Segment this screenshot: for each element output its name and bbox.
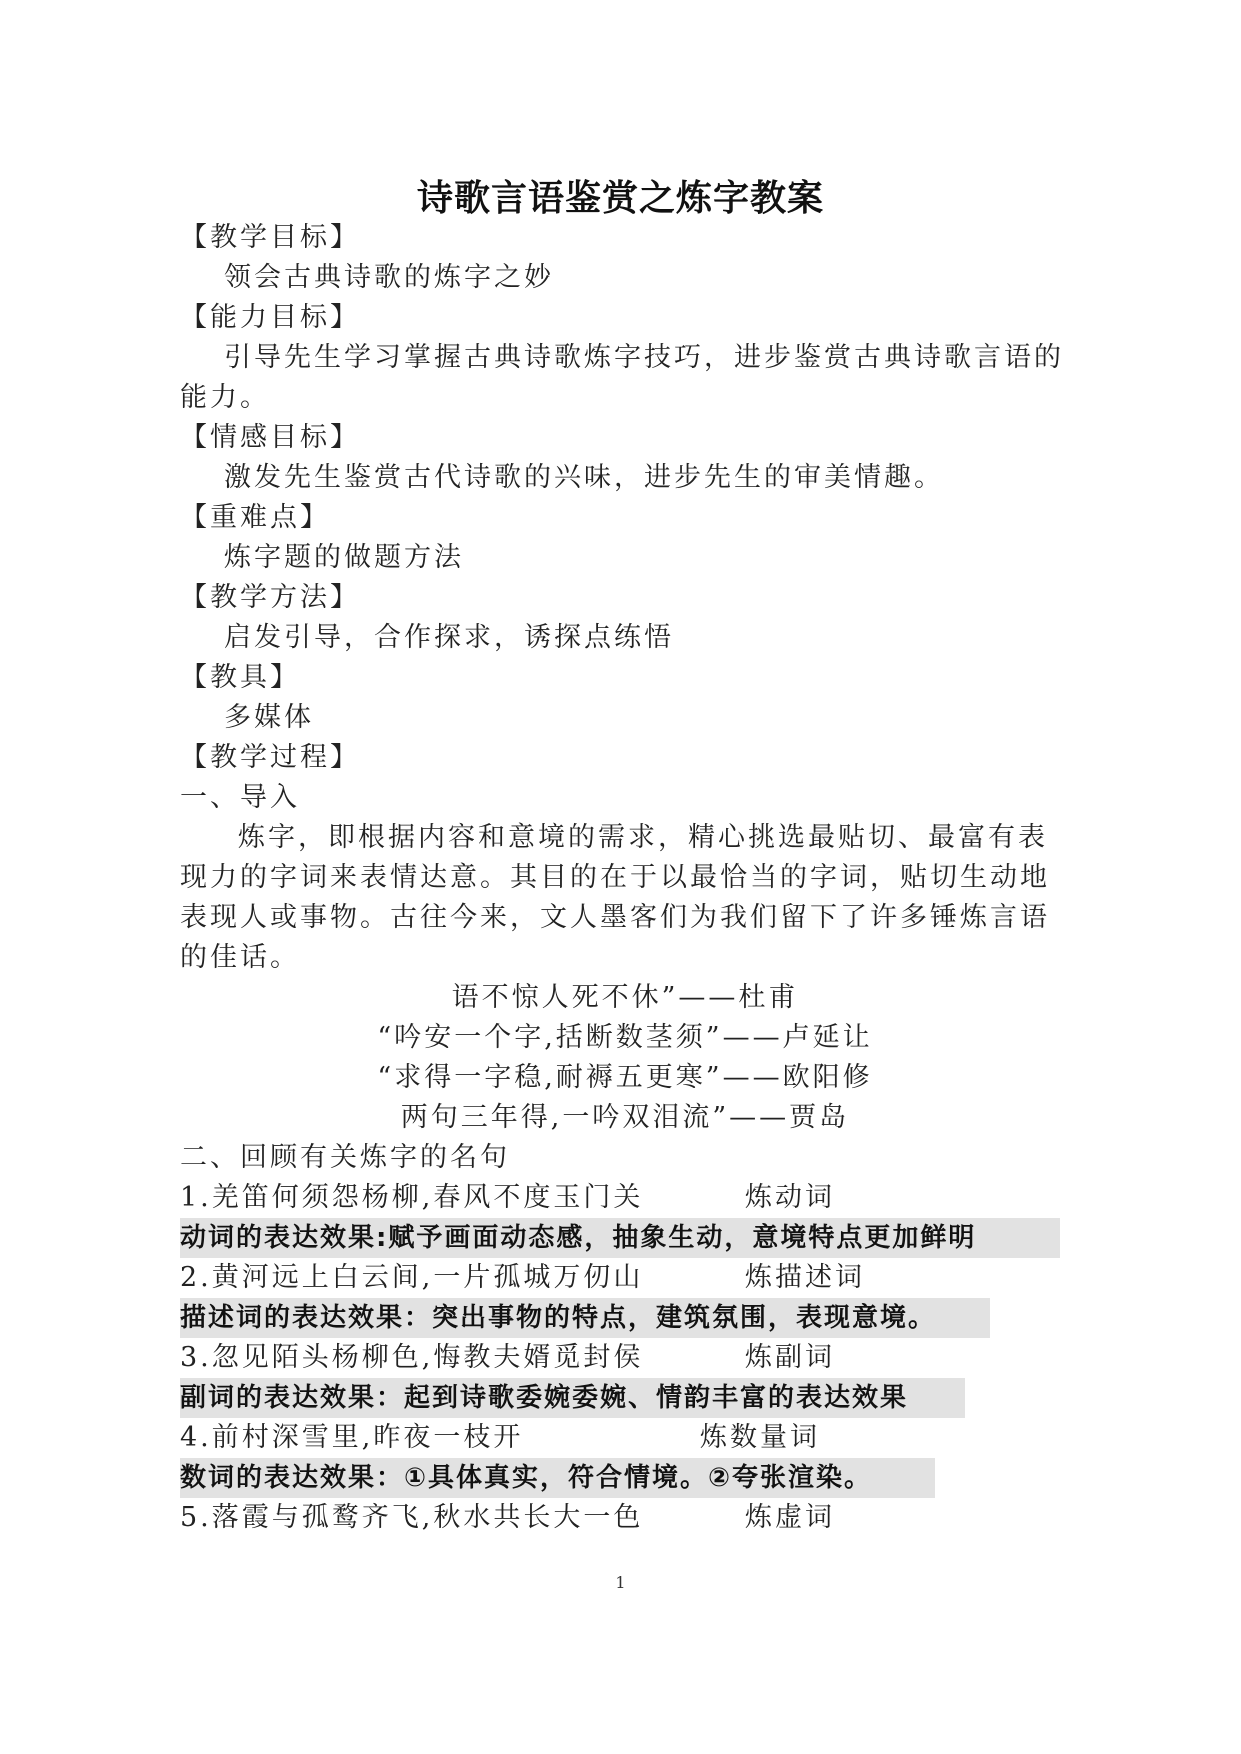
technique-tag: 炼动词 <box>745 1182 835 1213</box>
effect-highlight <box>180 1298 1070 1338</box>
quote-line: 语不惊人死不休”——杜甫 <box>451 982 799 1013</box>
technique-tag: 炼副词 <box>745 1342 835 1373</box>
ability-heading: 【能力目标】 <box>180 302 360 333</box>
poem-line: 1.羌笛何须怨杨柳,春风不度玉门关 <box>180 1182 644 1213</box>
effect-text: 数词的表达效果：①具体真实，符合情境。②夸张渲染。 <box>180 1458 935 1498</box>
key-points-text: 炼字题的做题方法 <box>224 542 464 573</box>
goal-text: 领会古典诗歌的炼字之妙 <box>224 262 554 293</box>
poem-line: 2.黄河远上白云间,一片孤城万仞山 <box>180 1262 644 1293</box>
quote-line: 两句三年得,一吟双泪流”——贾岛 <box>400 1102 850 1133</box>
effect-text: 描述词的表达效果：突出事物的特点，建筑氛围，表现意境。 <box>180 1298 990 1338</box>
poem-example <box>180 1338 1070 1378</box>
document-body <box>180 218 1070 1538</box>
poem-example <box>180 1498 1070 1538</box>
goal-heading: 【教学目标】 <box>180 222 360 253</box>
ability-text-line-2: 能力。 <box>180 382 270 413</box>
technique-tag: 炼描述词 <box>745 1262 865 1293</box>
document-title: 诗歌言语鉴赏之炼字教案 <box>416 178 824 219</box>
process-heading: 【教学过程】 <box>180 742 360 773</box>
effect-highlight <box>180 1218 1070 1258</box>
technique-tag: 炼虚词 <box>745 1502 835 1533</box>
method-heading: 【教学方法】 <box>180 582 360 613</box>
quote-line: “吟安一个字,括断数茎须”——卢延让 <box>377 1022 873 1053</box>
poem-example <box>180 1178 1070 1218</box>
poem-line: 4.前村深雪里,昨夜一枝开 <box>180 1422 524 1453</box>
intro-paragraph-line-4: 的佳话。 <box>180 942 300 973</box>
effect-highlight <box>180 1378 1070 1418</box>
intro-heading: 一、导入 <box>180 782 300 813</box>
page-number: 1 <box>615 1573 626 1592</box>
tools-text: 多媒体 <box>224 702 314 733</box>
intro-paragraph-line-3: 表现人或事物。古往今来，文人墨客们为我们留下了许多锤炼言语 <box>180 902 1050 933</box>
poem-line: 3.忽见陌头杨柳色,悔教夫婿觅封侯 <box>180 1342 644 1373</box>
effect-text: 动词的表达效果:赋予画面动态感，抽象生动，意境特点更加鲜明 <box>180 1218 1060 1258</box>
review-heading: 二、回顾有关炼字的名句 <box>180 1142 510 1173</box>
quote-line: “求得一字稳,耐褥五更寒”——欧阳修 <box>377 1062 873 1093</box>
effect-highlight <box>180 1458 1070 1498</box>
intro-paragraph-line-2: 现力的字词来表情达意。其目的在于以最恰当的字词，贴切生动地 <box>180 862 1050 893</box>
emotion-text: 激发先生鉴赏古代诗歌的兴味，进步先生的审美情趣。 <box>224 462 944 493</box>
emotion-heading: 【情感目标】 <box>180 422 360 453</box>
poem-line: 5.落霞与孤鹜齐飞,秋水共长大一色 <box>180 1502 644 1533</box>
method-text: 启发引导，合作探求，诱探点练悟 <box>224 622 674 653</box>
intro-paragraph-line-1: 炼字，即根据内容和意境的需求，精心挑选最贴切、最富有表 <box>238 822 1048 853</box>
technique-tag: 炼数量词 <box>700 1422 820 1453</box>
ability-text-line-1: 引导先生学习掌握古典诗歌炼字技巧，进步鉴赏古典诗歌言语的 <box>224 342 1064 373</box>
effect-text: 副词的表达效果：起到诗歌委婉委婉、情韵丰富的表达效果 <box>180 1378 965 1418</box>
poem-example <box>180 1258 1070 1298</box>
poem-example <box>180 1418 1070 1458</box>
key-points-heading: 【重难点】 <box>180 502 330 533</box>
tools-heading: 【教具】 <box>180 662 300 693</box>
